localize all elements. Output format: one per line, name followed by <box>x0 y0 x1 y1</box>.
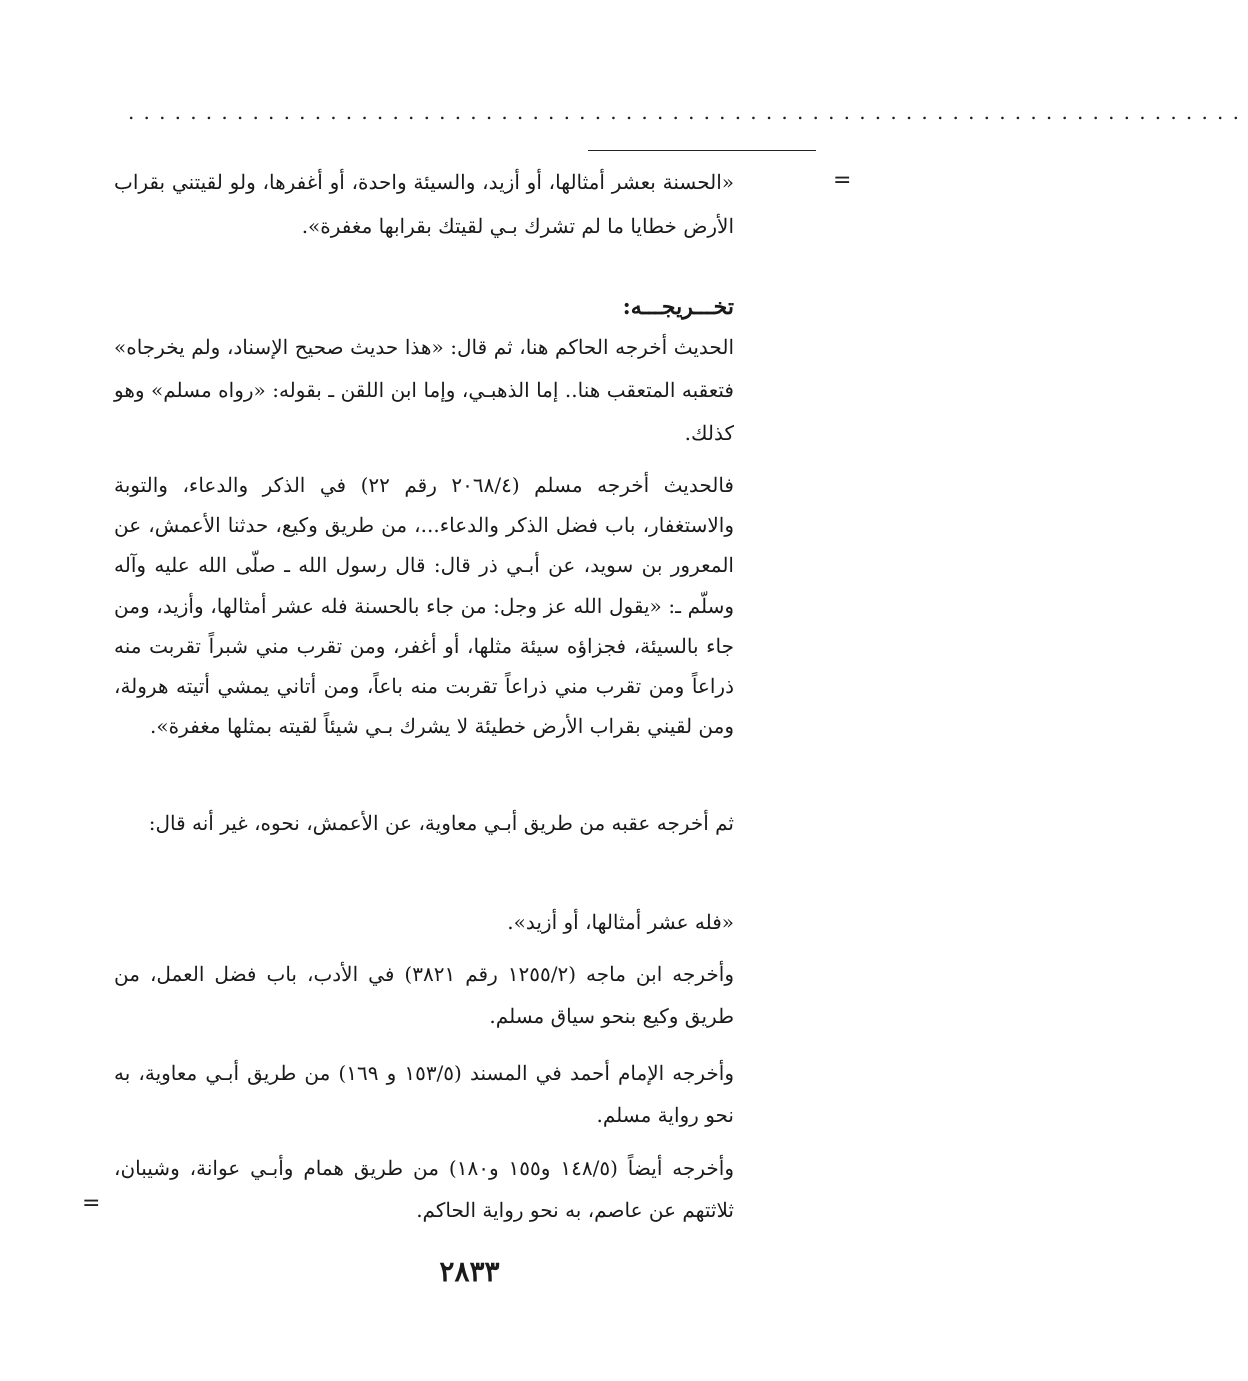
footnote-paragraph: «الحسنة بعشر أمثالها، أو أزيد، والسيئة واحدة، أو أغفرها، ولو لقيتني بقراب الأرض خطايا ما لم تشرك بـي لقيتك بقرابها مغفرة». <box>114 170 734 238</box>
separator-dots: ........................................................................ <box>128 100 1248 124</box>
page-number: ٢٨٣٣ <box>439 1255 500 1288</box>
continuation-marker-top: = <box>833 168 852 193</box>
takhrij-heading: تخـــريجـــه: <box>622 294 734 320</box>
muslim-abu-muawiya-text: ثم أخرجه عقبه من طريق أبـي معاوية، عن الأعمش، نحوه، غير أنه قال: <box>148 811 734 835</box>
continuation-marker-bottom: = <box>82 1191 101 1216</box>
paragraph-ahmad-2 <box>114 1147 734 1231</box>
intro-text: الحديث أخرجه الحاكم هنا، ثم قال: «هذا حديث صحيح الإسناد، ولم يخرجاه» فتعقبه المتعقب هنا.. إما الذهبـي، وإما ابن اللقن ـ بقوله: «رواه مسلم» وهو كذلك. <box>114 335 734 445</box>
paragraph-muslim <box>114 465 734 746</box>
paragraph-muslim-abu-muawiya <box>114 802 734 844</box>
ahmad-text: وأخرجه الإمام أحمد في المسند (١٥٣/٥ و ١٦٩) من طريق أبـي معاوية، به نحو رواية مسلم. <box>114 1061 734 1127</box>
muslim-text: فالحديث أخرجه مسلم (٢٠٦٨/٤ رقم ٢٢) في الذكر والدعاء، والتوبة والاستغفار، باب فضل الذكر والدعاء...، من طريق وكيع، حدثنا الأعمش، عن المعرور بن سويد، عن أبـي ذر قال: قال رسول الله ـ صلّى الله عليه وآله وسلّم ـ: «يقول الله عز وجل: من جاء بالحسنة فله عشر أمثالها، وأزيد، ومن جاء بالسيئة، فجزاؤه سيئة مثلها، أو أغفر، ومن تقرب مني شبراً تقربت منه ذراعاً ومن تقرب مني ذراعاً تقربت منه باعاً، ومن أتاني يمشي أتيته هرولة، ومن لقيني بقراب الأرض خطيئة لا يشرك بـي شيئاً لقيته بمثلها مغفرة». <box>114 473 734 739</box>
ahmad-2-text: وأخرجه أيضاً (١٤٨/٥ و١٥٥ و١٨٠) من طريق همام وأبـي عوانة، وشيبان، ثلاثتهم عن عاصم، به نحو رواية الحاكم. <box>114 1156 734 1222</box>
paragraph-intro <box>114 326 734 455</box>
paragraph-quote <box>114 902 734 942</box>
footnote-rule <box>588 150 816 151</box>
section-heading <box>114 290 734 324</box>
paragraph-ibn-majah <box>114 953 734 1037</box>
ibn-majah-text: وأخرجه ابن ماجه (١٢٥٥/٢ رقم ٣٨٢١) في الأدب، باب فضل العمل، من طريق وكيع بنحو سياق مسلم. <box>114 962 734 1028</box>
quote-text: «فله عشر أمثالها، أو أزيد». <box>507 910 734 934</box>
paragraph-ahmad <box>114 1052 734 1136</box>
footnote-text <box>114 160 734 248</box>
